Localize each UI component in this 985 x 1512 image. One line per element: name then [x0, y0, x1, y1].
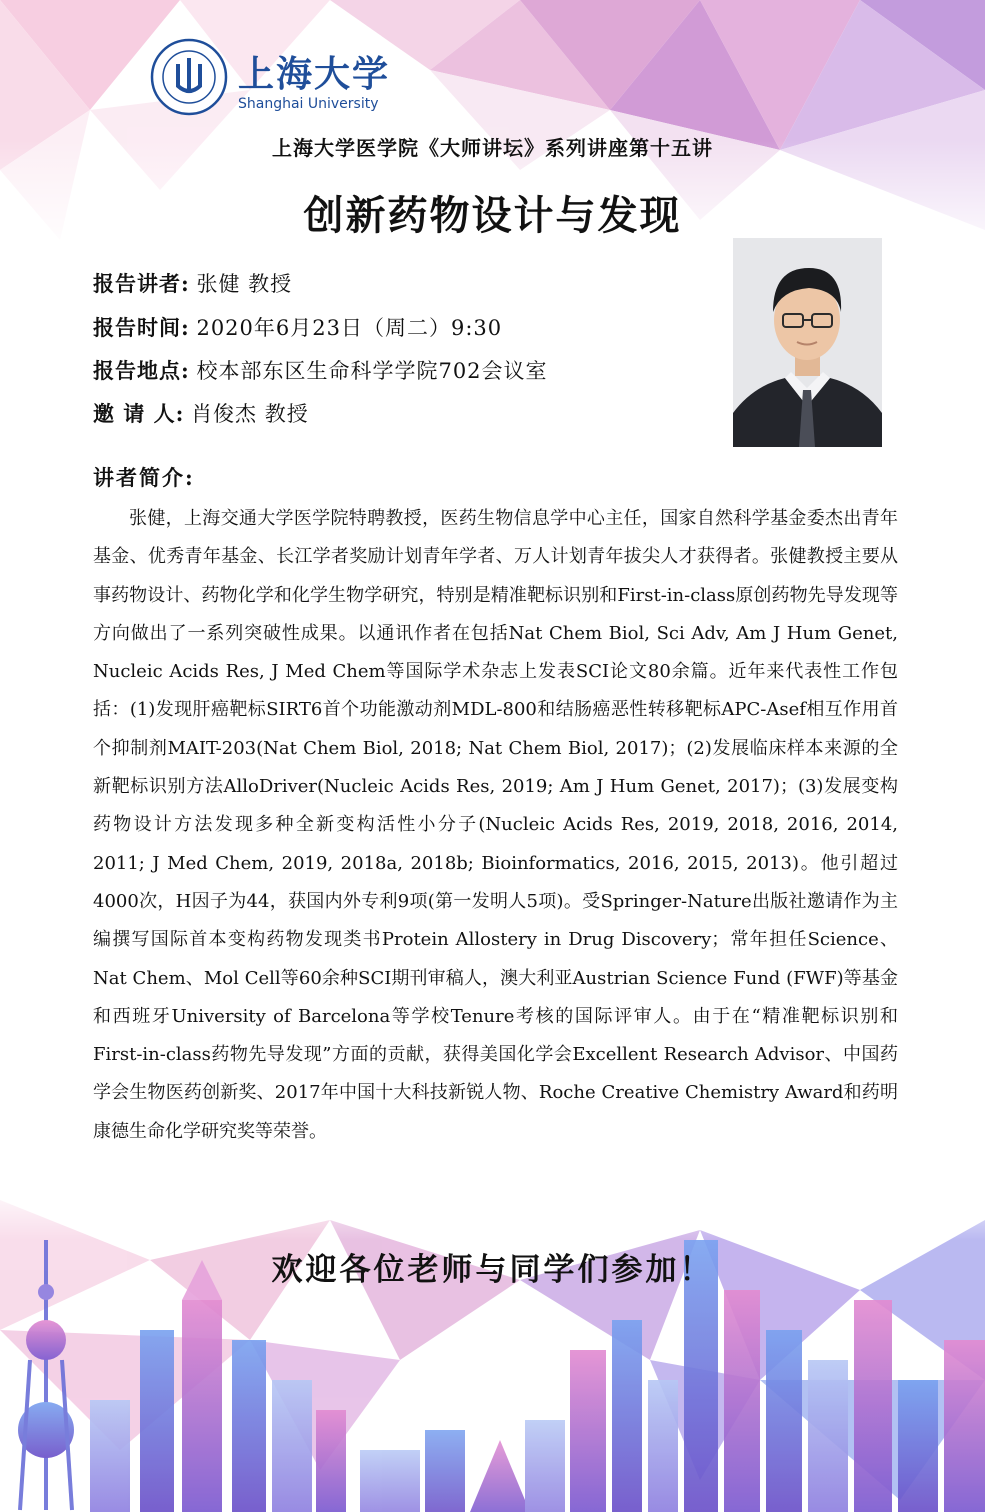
info-label: 邀 请 人:: [93, 401, 185, 426]
info-label: 报告讲者:: [93, 271, 190, 296]
lecture-series: 上海大学医学院《大师讲坛》系列讲座第十五讲: [272, 136, 713, 160]
info-row-host: [93, 398, 309, 428]
city-skyline-decoration: [0, 1180, 985, 1512]
info-value: 校本部东区生命科学学院702会议室: [196, 359, 548, 383]
center-buildings: [360, 1420, 565, 1512]
left-buildings: [90, 1260, 346, 1512]
university-emblem-icon: [150, 38, 228, 116]
welcome-message: 欢迎各位老师与同学们参加！: [271, 1252, 714, 1288]
bio-heading: 讲者简介:: [93, 465, 195, 490]
info-label: 报告地点:: [93, 358, 190, 383]
bio-text: 张健，上海交通大学医学院特聘教授，医药生物信息学中心主任，国家自然科学基金委杰出青年基金、优秀青年基金、长江学者奖励计划青年学者、万人计划青年拔尖人才获得者。张健教授主要从事药物设计、药物化学和化学生物学研究，特别是精准靶标识别和First-in-class原创药物先导发现等方向做出了一系列突破性成果。以通讯作者在包括Nat Chem Biol, Sci Adv, Am J Hum Genet, Nucleic Acids Res, J Med Chem等国际学术杂志上发表SCI论文80余篇。近年来代表性工作包括：(1)发现肝癌靶标SIRT6首个功能激动剂MDL-800和结肠癌恶性转移靶标APC-Asef相互作用首个抑制剂MAIT-203(Nat Chem Biol, 2018; Nat Chem Biol, 2017)；(2)发展临床样本来源的全新靶标识别方法AlloDriver(Nucleic Acids Res, 2019; Am J Hum Genet, 2017)；(3)发展变构药物设计方法发现多种全新变构活性小分子(Nucleic Acids Res, 2019, 2018, 2016, 2014, 2011; J Med Chem, 2019, 2018a, 2018b; Bioinformatics, 2016, 2015, 2013)。他引超过4000次，H因子为44，获国内外专利9项(第一发明人5项)。受Springer-Nature出版社邀请作为主编撰写国际首本变构药物发现类书Protein Allostery in Drug Discovery；常年担任Science、Nat Chem、Mol Cell等60余种SCI期刊审稿人，澳大利亚Austrian Science Fund (FWF)等基金和西班牙University of Barcelona等学校Tenure考核的国际评审人。由于在“精准靶标识别和First-in-class药物先导发现”方面的贡献，获得美国化学会Excellent Research Advisor、中国药学会生物医药创新奖、2017年中国十大科技新锐人物、Roche Creative Chemistry Award和药明康德生命化学研究奖等荣誉。: [93, 508, 898, 1142]
info-value: 张健 教授: [196, 272, 293, 296]
info-row-location: [93, 355, 548, 385]
info-value: 肖俊杰 教授: [191, 402, 309, 426]
university-logo: [150, 38, 390, 128]
university-name-en: Shanghai University: [238, 96, 379, 112]
speaker-portrait-icon: [733, 238, 882, 447]
lecture-title: 创新药物设计与发现: [303, 193, 682, 239]
info-row-time: [93, 312, 502, 342]
speaker-photo: [733, 238, 882, 447]
info-label: 报告时间:: [93, 315, 190, 340]
info-value: 2020年6月23日（周二）9:30: [196, 316, 503, 340]
university-name-cn: 上海大学: [238, 53, 391, 95]
info-row-speaker: [93, 268, 292, 298]
